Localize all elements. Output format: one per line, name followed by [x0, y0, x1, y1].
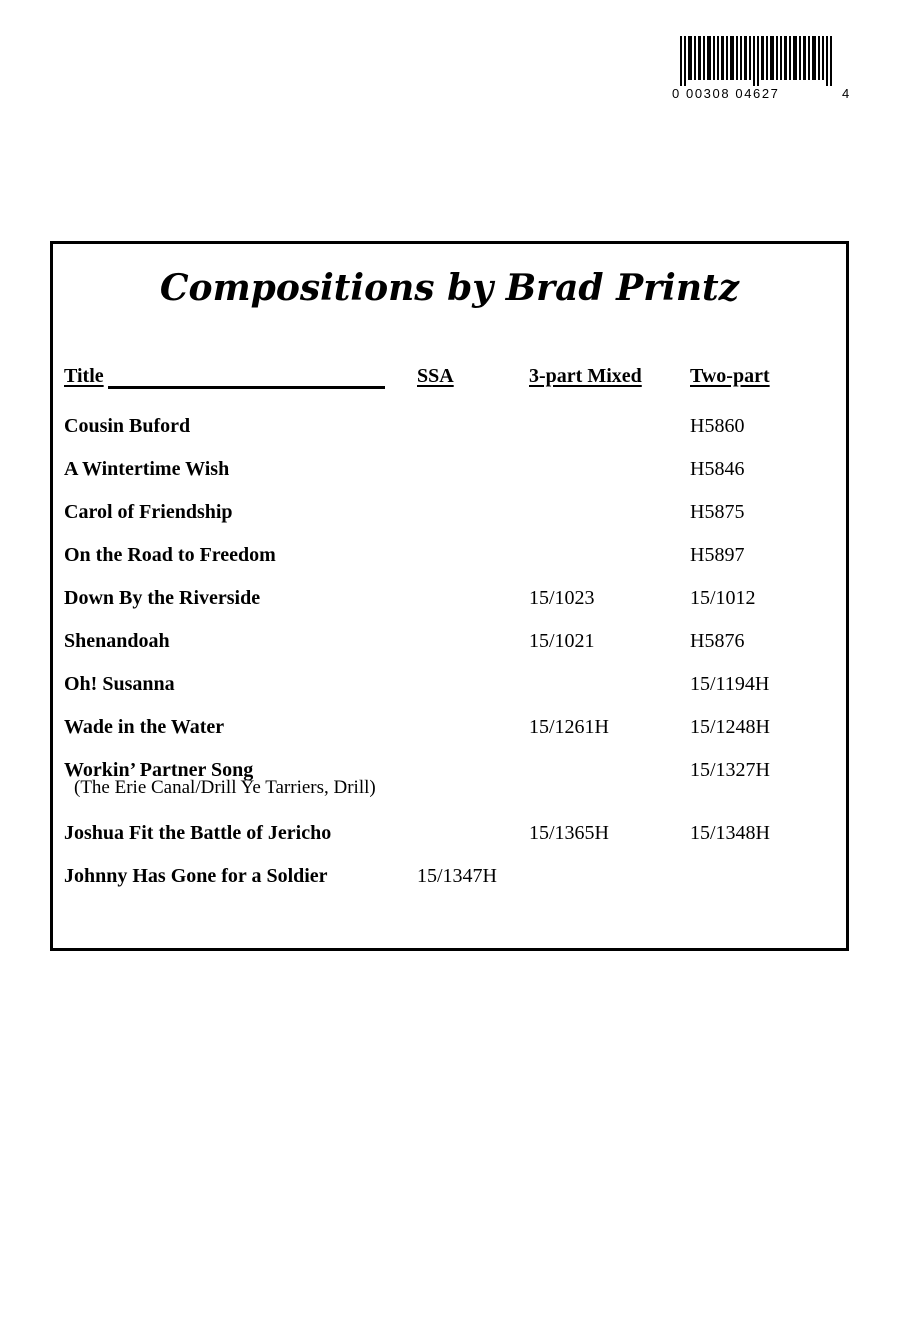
row-3-part-mixed: 15/1261H [529, 716, 609, 738]
table-row [53, 758, 846, 821]
row-3-part-mixed: 15/1365H [529, 822, 609, 844]
row-title: Workin’ Partner Song [64, 759, 254, 781]
table-row [53, 629, 846, 672]
barcode-check-digit: 4 [842, 86, 850, 101]
table-row [53, 864, 846, 907]
barcode-digits: 00308 04627 [686, 86, 780, 101]
title-underline-rule [108, 386, 385, 389]
row-two-part: H5860 [690, 415, 745, 437]
row-title: Down By the Riverside [64, 587, 261, 609]
row-two-part: 15/1327H [690, 759, 770, 781]
row-two-part: H5876 [690, 630, 745, 652]
table-row [53, 500, 846, 543]
row-title: On the Road to Freedom [64, 544, 276, 566]
row-title: Cousin Buford [64, 415, 191, 437]
compositions-box [50, 241, 849, 951]
row-two-part: H5846 [690, 458, 745, 480]
row-title: Shenandoah [64, 630, 170, 652]
barcode-bars [680, 36, 840, 86]
column-header-3-part-mixed: 3-part Mixed [529, 365, 642, 387]
row-3-part-mixed: 15/1023 [529, 587, 595, 609]
compositions-table [53, 414, 846, 907]
row-3-part-mixed: 15/1021 [529, 630, 595, 652]
row-title: Johnny Has Gone for a Soldier [64, 865, 328, 887]
table-row [53, 715, 846, 758]
row-title: A Wintertime Wish [64, 458, 230, 480]
table-row [53, 672, 846, 715]
row-title: Joshua Fit the Battle of Jericho [64, 822, 332, 844]
row-subtitle: (The Erie Canal/Drill Ye Tarriers, Drill) [74, 777, 376, 798]
row-two-part: H5897 [690, 544, 745, 566]
barcode-first-digit: 0 [672, 86, 680, 101]
row-title: Carol of Friendship [64, 501, 233, 523]
row-two-part: 15/1012 [690, 587, 756, 609]
table-row [53, 586, 846, 629]
row-two-part: 15/1194H [690, 673, 770, 695]
row-ssa: 15/1347H [417, 865, 497, 887]
column-header-title: Title [64, 365, 104, 387]
table-row [53, 457, 846, 500]
row-two-part: 15/1248H [690, 716, 770, 738]
row-two-part: H5875 [690, 501, 745, 523]
table-row [53, 543, 846, 586]
table-row [53, 821, 846, 864]
row-title: Oh! Susanna [64, 673, 175, 695]
page-title: Compositions by Brad Printz [159, 267, 740, 309]
column-header-ssa: SSA [417, 365, 454, 387]
column-header-two-part: Two-part [690, 365, 770, 387]
table-row [53, 414, 846, 457]
row-title: Wade in the Water [64, 716, 225, 738]
row-two-part: 15/1348H [690, 822, 770, 844]
barcode [672, 36, 852, 106]
